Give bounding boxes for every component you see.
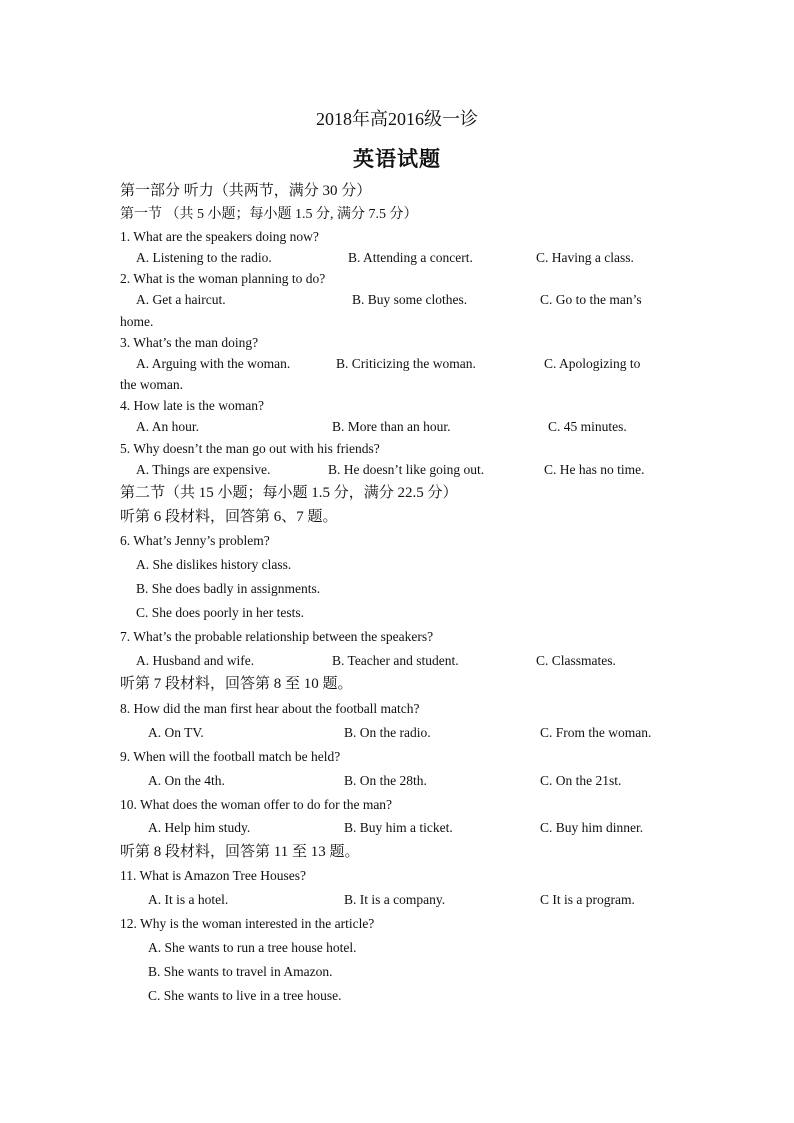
question-1-option-b: B. Attending a concert. [348,250,473,265]
question-6-option-c: C. She does poorly in her tests. [136,605,304,620]
question-1-option-c: C. Having a class. [536,250,634,265]
question-12-option-c: C. She wants to live in a tree house. [148,988,342,1003]
question-7-option-c: C. Classmates. [536,653,616,668]
question-4-option-b: B. More than an hour. [332,419,451,434]
question-2-options [120,291,680,309]
question-2-option-a: A. Get a haircut. [136,292,226,307]
question-8-stem: 8. How did the man first hear about the football match? [120,701,420,716]
question-3-option-c-continued: the woman. [120,377,183,392]
question-3-options [120,355,680,373]
question-6-stem: 6. What’s Jenny’s problem? [120,533,270,548]
question-6-option-b: B. She does badly in assignments. [136,581,321,596]
question-9-option-b: B. On the 28th. [344,773,427,788]
question-4-stem: 4. How late is the woman? [120,398,264,413]
question-7-options [120,652,680,670]
question-1-stem: 1. What are the speakers doing now? [120,229,319,244]
question-3-stem: 3. What’s the man doing? [120,335,259,350]
question-4-options [120,418,680,436]
section1-heading: 第一节 （共 5 小题；每小题 1.5 分, 满分 7.5 分） [120,207,418,222]
question-3-option-c: C. Apologizing to [544,356,641,371]
question-10-option-c: C. Buy him dinner. [540,820,644,835]
question-4-option-c: C. 45 minutes. [548,419,627,434]
question-1-options [120,249,680,267]
question-11-option-a: A. It is a hotel. [148,892,229,907]
question-12-option-b: B. She wants to travel in Amazon. [148,964,333,979]
question-10-options [120,819,680,837]
question-7-option-b: B. Teacher and student. [332,653,459,668]
question-11-option-c: C It is a program. [540,892,635,907]
question-12-stem: 12. Why is the woman interested in the article? [120,916,375,931]
question-11-option-b: B. It is a company. [344,892,446,907]
question-2-stem: 2. What is the woman planning to do? [120,271,326,286]
question-6-option-a: A. She dislikes history class. [136,557,292,572]
question-9-options [120,772,680,790]
question-11-options [120,891,680,909]
question-5-option-c: C. He has no time. [544,462,645,477]
question-1-option-a: A. Listening to the radio. [136,250,272,265]
part1-heading: 第一部分 听力（共两节，满分 30 分） [120,183,372,199]
question-8-options [120,724,680,742]
question-4-option-a: A. An hour. [136,419,200,434]
material-8-instruction: 听第 8 段材料，回答第 11 至 13 题。 [120,844,360,860]
question-2-option-b: B. Buy some clothes. [352,292,468,307]
question-5-option-b: B. He doesn’t like going out. [328,462,485,477]
material-6-instruction: 听第 6 段材料，回答第 6、7 题。 [120,509,338,525]
question-11-stem: 11. What is Amazon Tree Houses? [120,868,306,883]
material-7-instruction: 听第 7 段材料，回答第 8 至 10 题。 [120,676,353,692]
question-10-stem: 10. What does the woman offer to do for the man? [120,797,393,812]
question-9-option-c: C. On the 21st. [540,773,622,788]
question-9-stem: 9. When will the football match be held? [120,749,341,764]
question-5-option-a: A. Things are expensive. [136,462,271,477]
question-7-stem: 7. What’s the probable relationship between the speakers? [120,629,434,644]
section2-heading: 第二节（共 15 小题；每小题 1.5 分，满分 22.5 分） [120,485,458,501]
question-10-option-b: B. Buy him a ticket. [344,820,453,835]
question-8-option-a: A. On TV. [148,725,204,740]
question-2-option-c-continued: home. [120,314,154,329]
question-10-option-a: A. Help him study. [148,820,251,835]
question-12-option-a: A. She wants to run a tree house hotel. [148,940,357,955]
question-5-stem: 5. Why doesn’t the man go out with his friends? [120,441,380,456]
question-5-options [120,461,680,479]
question-2-option-c: C. Go to the man’s [540,292,642,307]
question-8-option-c: C. From the woman. [540,725,652,740]
subject-title: 英语试题 [353,147,441,171]
question-3-option-a: A. Arguing with the woman. [136,356,291,371]
question-7-option-a: A. Husband and wife. [136,653,255,668]
exam-title: 2018年高2016级一诊 [316,109,478,129]
question-9-option-a: A. On the 4th. [148,773,225,788]
question-8-option-b: B. On the radio. [344,725,431,740]
question-3-option-b: B. Criticizing the woman. [336,356,476,371]
